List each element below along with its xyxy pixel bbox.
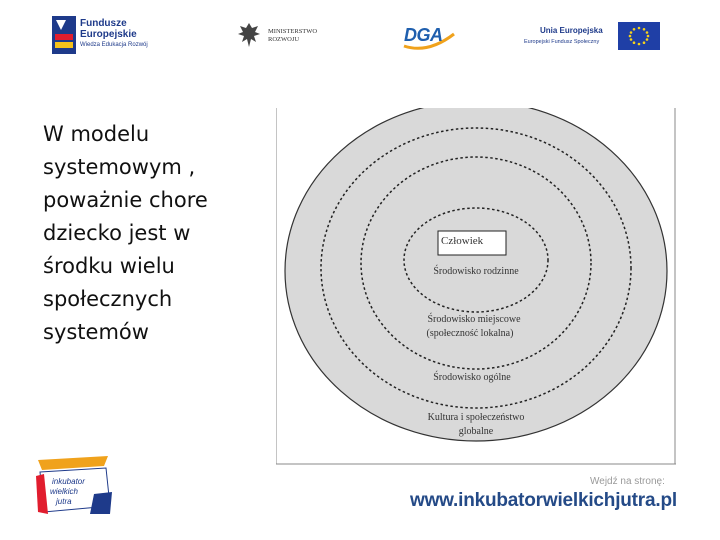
logo-bar	[0, 0, 720, 70]
label-ogolne: Środowisko ogólne	[433, 372, 511, 383]
dga-logo	[400, 20, 456, 52]
fundusze-subtitle: Wiedza Edukacja Rozwój	[80, 42, 148, 48]
unia-title: Unia Europejska	[540, 26, 603, 35]
fundusze-europejskie-logo	[52, 16, 172, 56]
svg-text:jutra: jutra	[56, 497, 72, 506]
dga-text: DGA	[404, 25, 443, 45]
eagle-icon	[236, 20, 262, 50]
svg-text:wielkich: wielkich	[50, 487, 79, 496]
unia-subtitle: Europejski Fundusz Społeczny	[524, 39, 600, 45]
website-link[interactable]: www.inkubatorwielkichjutra.pl	[410, 490, 677, 511]
fundusze-title: Fundusze Europejskie	[80, 18, 137, 40]
label-miejscowe-sub: (społeczność lokalna)	[426, 328, 514, 339]
unia-europejska-logo	[522, 18, 662, 54]
main-statement: W modelu systemowym , poważnie chore dziecko jest w środku wielu społecznych systemów	[43, 122, 208, 344]
visit-label: Wejdź na stronę:	[590, 476, 665, 487]
fundusze-flag-icon	[52, 16, 76, 54]
ministerstwo-text: MINISTERSTWO ROZWOJU	[268, 28, 318, 43]
label-kultura: Kultura i społeczeństwo	[427, 412, 525, 423]
ministerstwo-logo	[236, 20, 336, 50]
label-miejscowe: Środowisko miejscowe	[427, 314, 521, 325]
inkubator-logo	[34, 456, 114, 516]
label-rodzinne: Środowisko rodzinne	[433, 266, 519, 277]
systems-diagram	[276, 108, 676, 468]
label-globalne: globalne	[458, 426, 494, 437]
svg-text:inkubator: inkubator	[52, 477, 85, 486]
label-czlowiek: Człowiek	[441, 235, 484, 247]
eu-flag-icon	[618, 22, 660, 50]
